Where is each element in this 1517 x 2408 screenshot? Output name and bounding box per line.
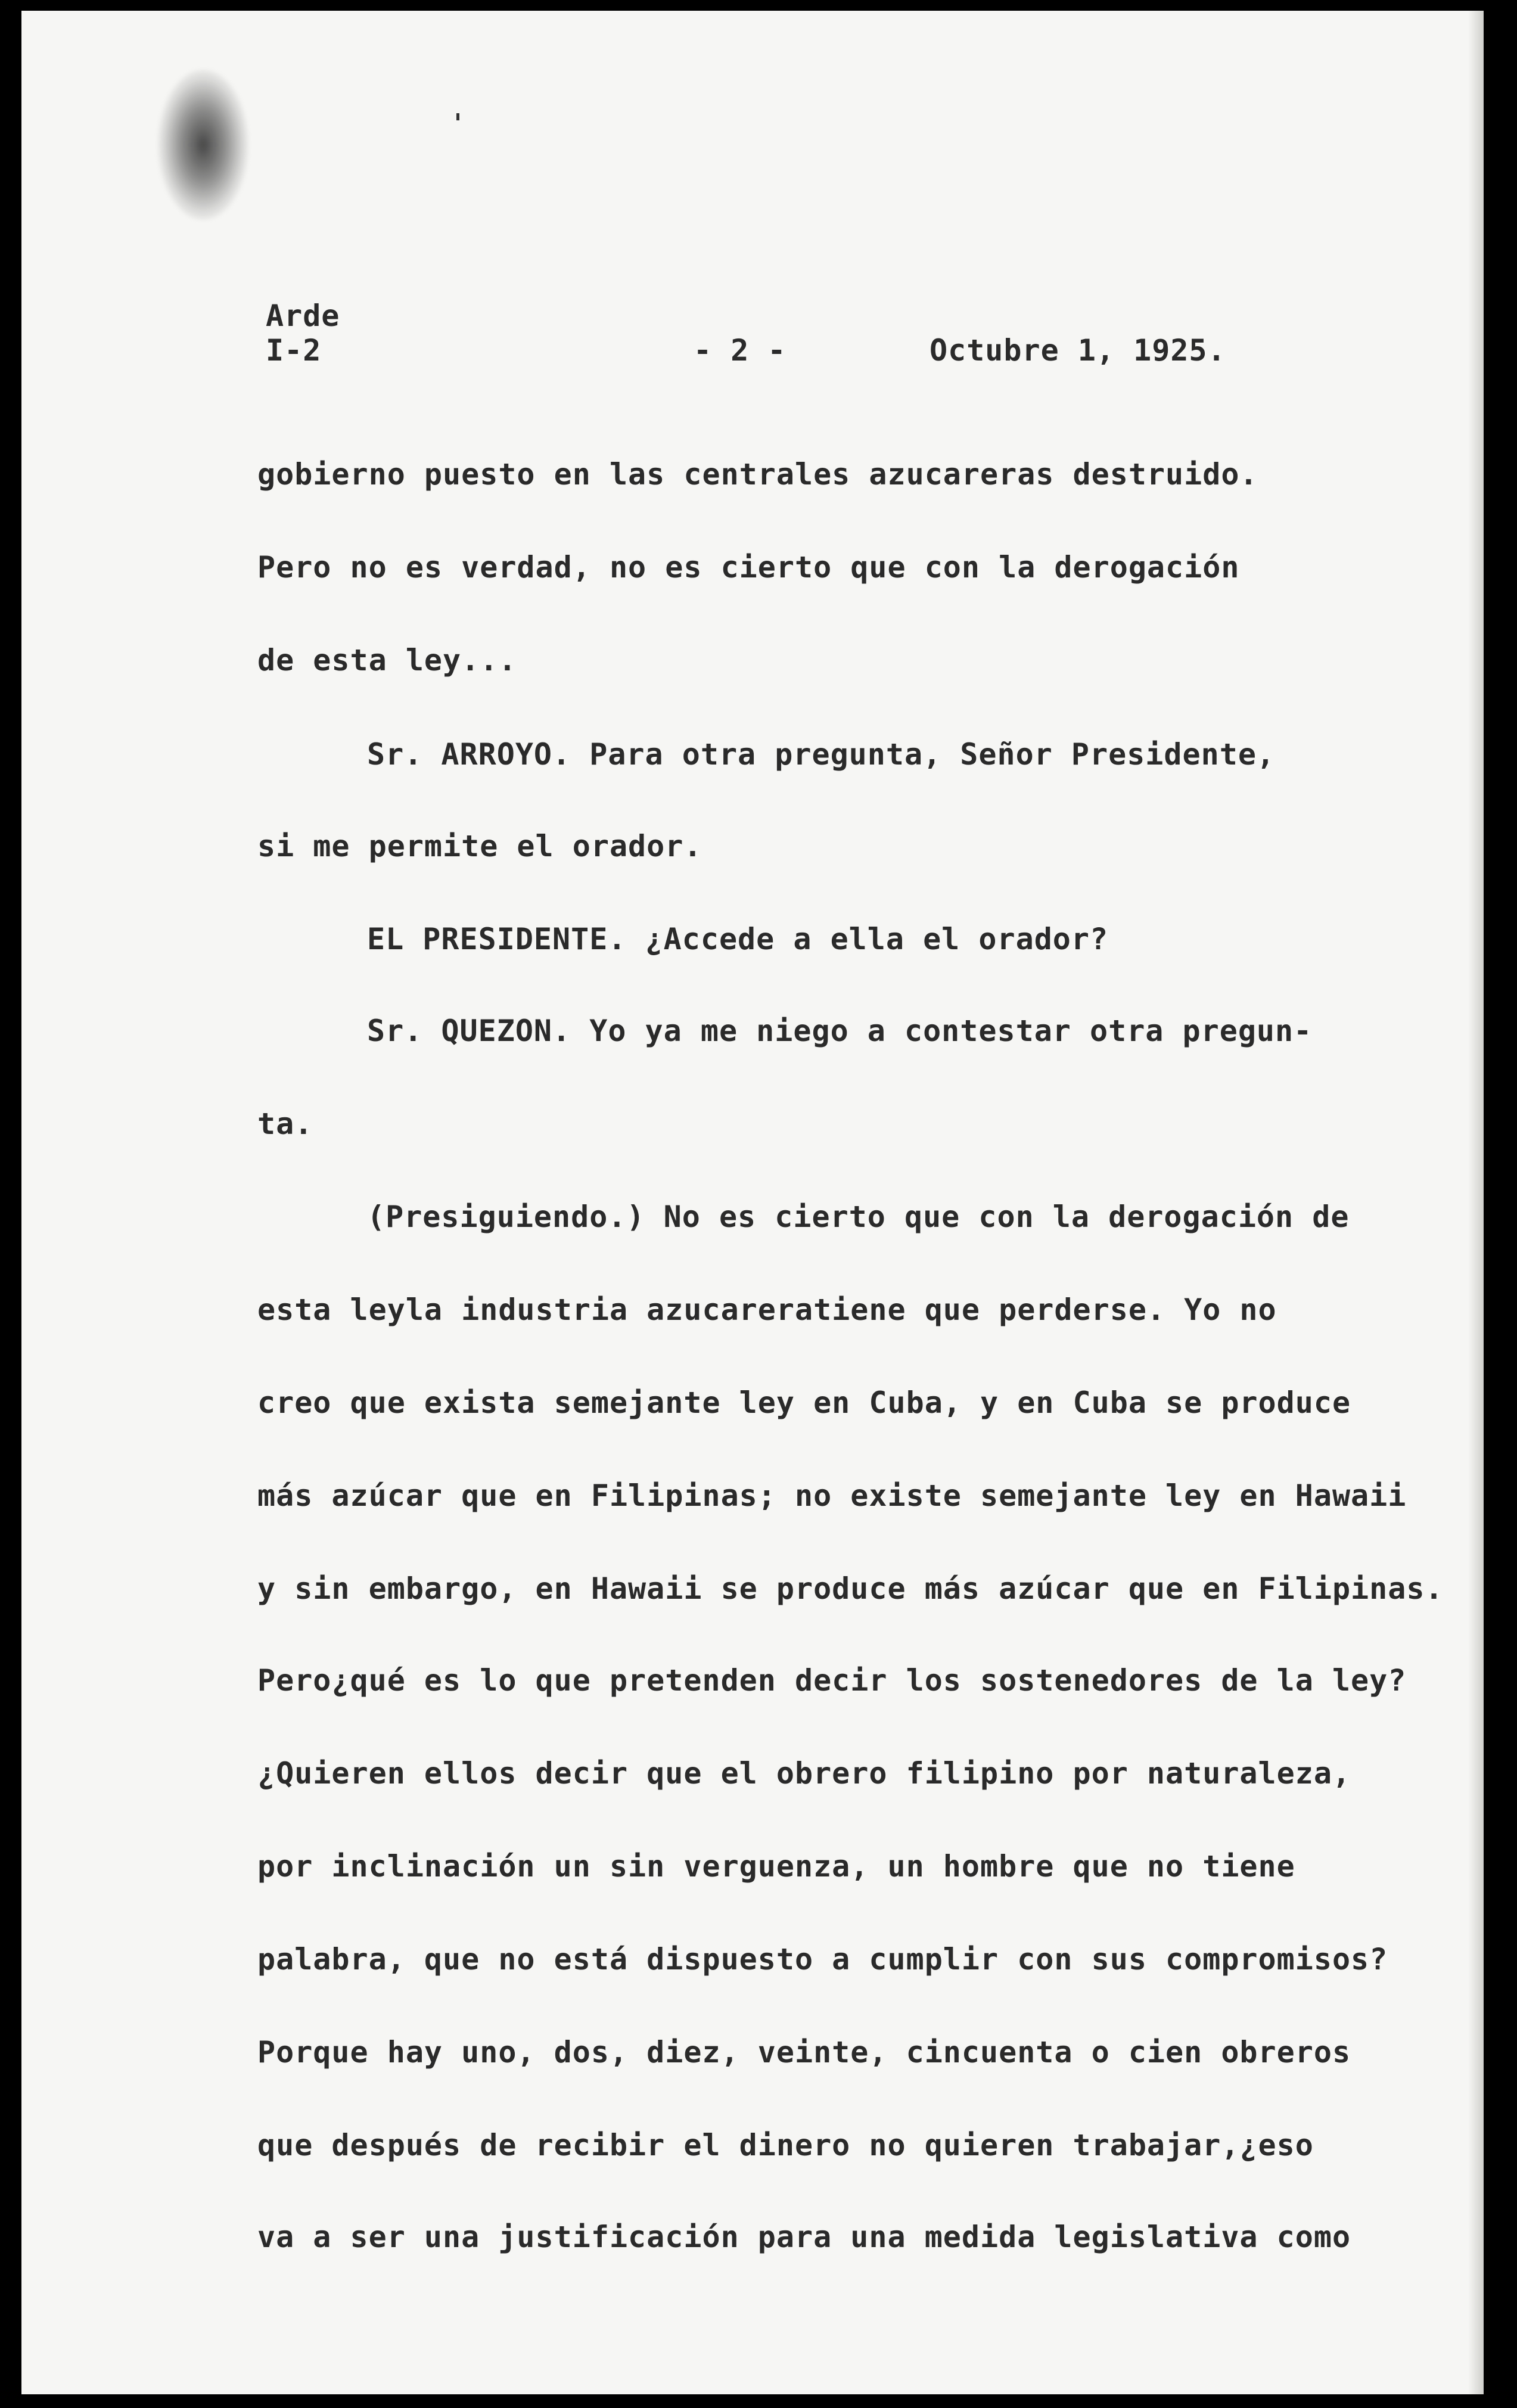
text-line: y sin embargo, en Hawaii se produce más azúcar que en Filipinas. [257, 1571, 1444, 1606]
text-line: de esta ley... [257, 643, 517, 678]
text-line: palabra, que no está dispuesto a cumplir con sus compromisos? [257, 1942, 1388, 1977]
text-line: Pero¿qué es lo que pretenden decir los sostenedores de la ley? [257, 1663, 1407, 1698]
ink-smudge [158, 70, 248, 219]
file-code-top: Arde [266, 299, 340, 333]
text-line: más azúcar que en Filipinas; no existe semejante ley en Hawaii [257, 1478, 1407, 1513]
text-line: Porque hay uno, dos, diez, veinte, cincuenta o cien obreros [257, 2035, 1351, 2070]
text-line: esta leyla industria azucareratiene que perderse. Yo no [257, 1292, 1277, 1327]
text-line: que después de recibir el dinero no quieren trabajar,¿eso [257, 2128, 1314, 2162]
page-number: - 2 - [694, 333, 787, 368]
document-date: Octubre 1, 1925. [930, 333, 1226, 368]
ink-mark [456, 113, 459, 120]
document-page [21, 11, 1484, 2394]
text-line: ¿Quieren ellos decir que el obrero filipino por naturaleza, [257, 1756, 1351, 1791]
text-line: (Presiguiendo.) No es cierto que con la derogación de [367, 1200, 1350, 1234]
text-line: si me permite el orador. [257, 829, 702, 863]
text-line: gobierno puesto en las centrales azucareras destruido. [257, 457, 1258, 492]
text-line: por inclinación un sin verguenza, un hombre que no tiene [257, 1849, 1295, 1884]
speaker-line-presidente: EL PRESIDENTE. ¿Accede a ella el orador? [367, 922, 1109, 956]
speaker-line-arroyo: Sr. ARROYO. Para otra pregunta, Señor Presidente, [367, 737, 1276, 772]
file-code-bottom: I-2 [266, 333, 322, 368]
text-line: ta. [257, 1107, 313, 1141]
text-line: va a ser una justificación para una medida legislativa como [257, 2220, 1351, 2254]
page-edge-shadow [1468, 11, 1484, 2394]
text-line: creo que exista semejante ley en Cuba, y en Cuba se produce [257, 1385, 1351, 1420]
text-line: Pero no es verdad, no es cierto que con la derogación [257, 550, 1240, 585]
speaker-line-quezon: Sr. QUEZON. Yo ya me niego a contestar otra pregun- [367, 1014, 1313, 1048]
